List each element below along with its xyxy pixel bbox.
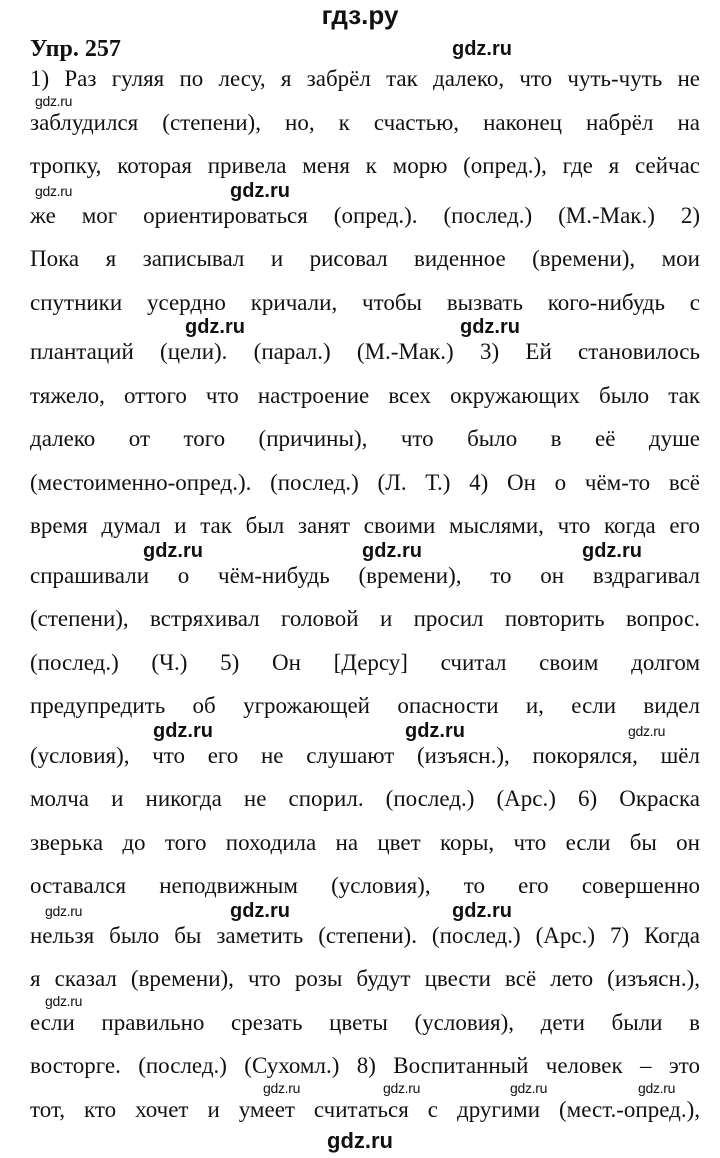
text-line-content: если правильно срезать цветы (условия), дети были в	[30, 1009, 700, 1035]
text-line-content: тяжело, оттого что настроение всех окружающих было так	[30, 382, 700, 408]
watermark: gdz.ru	[230, 899, 290, 922]
watermark: gdz.ru	[153, 719, 213, 742]
text-line	[30, 110, 700, 136]
text-line-content: плантаций (цели). (парал.) (М.-Мак.) 3) Ей становилось	[30, 339, 700, 364]
watermark: gdz.ru	[185, 316, 245, 339]
text-line-content: Пока я записывал и рисовал виденное (времени), мои	[30, 246, 700, 271]
text-line	[30, 873, 700, 899]
text-line-content: (местоименно-опред.). (послед.) (Л. Т.) 4) Он о чём-то всё	[30, 469, 700, 495]
text-line-content: время думал и так был занят своими мыслями, что когда его	[30, 513, 700, 538]
text-line	[30, 66, 700, 92]
watermark: gdz.ru	[383, 1079, 421, 1096]
watermark: gdz.ru	[582, 539, 642, 562]
text-line	[30, 743, 700, 769]
text-line-content: тропку, которая привела меня к морю (опред.), где я сейчас	[30, 153, 700, 178]
text-line	[30, 426, 700, 452]
exercise-title: Упр. 257	[30, 36, 121, 62]
watermark: gdz.ru	[362, 539, 422, 562]
text-line-content: 1) Раз гуляя по лесу, я забрёл так далеко, что чуть-чуть не	[30, 66, 700, 91]
watermark: gdz.ru	[460, 316, 520, 339]
watermark: gdz.ru	[405, 719, 465, 742]
watermark: gdz.ru	[35, 92, 73, 109]
site-header: гдз.ру	[321, 0, 399, 30]
text-line-content: нельзя было бы заметить (степени). (послед.) (Арс.) 7) Когда	[30, 922, 700, 948]
text-line	[30, 1097, 700, 1123]
text-line-content: тот, кто хочет и умеет считаться с другими (мест.-опред.),	[30, 1096, 700, 1122]
watermark: gdz.ru	[263, 1079, 301, 1096]
text-line	[30, 203, 700, 229]
watermark: gdz.ru	[35, 182, 73, 199]
text-line-content: (условия), что его не слушают (изъясн.), покорялся, шёл	[30, 742, 700, 768]
watermark: gdz.ru	[45, 992, 83, 1009]
text-line-content: спутники усердно кричали, чтобы вызвать кого-нибудь с	[30, 289, 700, 315]
text-line-content: (послед.) (Ч.) 5) Он [Дерсу] считал своим долгом	[30, 649, 700, 675]
watermark: gdz.ru	[452, 899, 512, 922]
text-line	[30, 923, 700, 949]
text-line	[30, 650, 700, 676]
text-line-content: (степени), встряхивал головой и просил повторить вопрос.	[30, 606, 700, 631]
text-line	[30, 246, 700, 272]
text-line-content: заблудился (степени), но, к счастью, наконец набрёл на	[30, 109, 700, 135]
site-footer: gdz.ru	[327, 1128, 393, 1153]
text-line	[30, 383, 700, 409]
text-line	[30, 470, 700, 496]
watermark: gdz.ru	[638, 1079, 676, 1096]
text-line	[30, 290, 700, 316]
watermark: gdz.ru	[45, 902, 83, 919]
text-line	[30, 966, 700, 992]
watermark: gdz.ru	[510, 1079, 548, 1096]
watermark: gdz.ru	[452, 38, 512, 60]
text-line	[30, 153, 700, 179]
text-line	[30, 693, 700, 719]
text-line	[30, 830, 700, 856]
text-line-content: я сказал (времени), что розы будут цвести всё лето (изъясн.),	[30, 966, 700, 991]
text-line	[30, 786, 700, 812]
text-line	[30, 339, 700, 365]
text-line	[30, 1053, 700, 1079]
text-line-content: восторге. (послед.) (Сухомл.) 8) Воспитанный человек – это	[30, 1053, 700, 1078]
watermark: gdz.ru	[628, 722, 666, 739]
text-line	[30, 1010, 700, 1036]
watermark: gdz.ru	[143, 539, 203, 562]
text-line-content: далеко от того (причины), что было в её душе	[30, 426, 700, 451]
text-line-content: оставался неподвижным (условия), то его совершенно	[30, 873, 700, 898]
watermark: gdz.ru	[230, 179, 290, 202]
text-line	[30, 606, 700, 632]
text-line-content: спрашивали о чём-нибудь (времени), то он вздрагивал	[30, 562, 700, 588]
text-line-content: зверька до того походила на цвет коры, что если бы он	[30, 829, 700, 855]
text-line	[30, 563, 700, 589]
text-line-content: предупредить об угрожающей опасности и, если видел	[30, 693, 700, 718]
text-line-content: же мог ориентироваться (опред.). (послед.) (М.-Мак.) 2)	[30, 202, 700, 228]
text-line	[30, 513, 700, 539]
text-line-content: молча и никогда не спорил. (послед.) (Арс.) 6) Окраска	[30, 786, 700, 811]
